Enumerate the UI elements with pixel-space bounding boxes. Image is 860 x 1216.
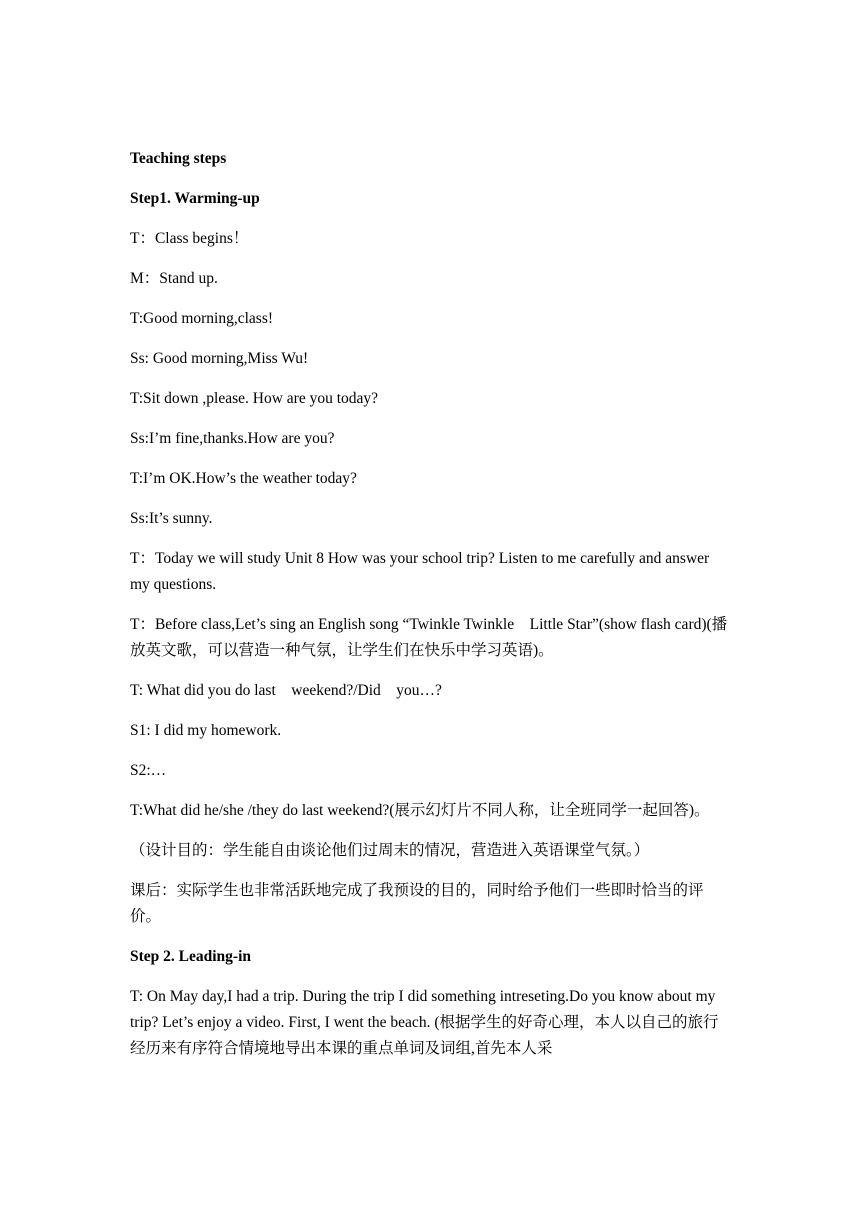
dialogue-line: T：Today we will study Unit 8 How was your school trip? Listen to me carefully and answer my questions.: [130, 550, 714, 593]
design-purpose-note: （设计目的：学生能自由谈论他们过周末的情况，营造进入英语课堂气氛。）: [130, 842, 650, 859]
step2-text: T: On May day,I had a trip. During the trip I did something intreseting.Do you know about my trip? Let’s enjoy a video. First, I went the beach. (根据学生的好奇心理，本人以自己的旅行经历来有序符合情境地导出本课的重点单词及词组,首先本人采: [130, 988, 720, 1057]
dialogue-line: T:What did he/she /they do last weekend?(展示幻灯片不同人称，让全班同学一起回答)。: [130, 802, 710, 819]
heading: Teaching steps: [130, 150, 227, 167]
dialogue-line: S2:…: [130, 762, 167, 779]
dialogue-line: T:Good morning,class!: [130, 310, 274, 327]
dialogue-line: Ss: Good morning,Miss Wu!: [130, 350, 309, 367]
dialogue-line: T：Class begins！: [130, 230, 249, 247]
after-class-note: 课后：实际学生也非常活跃地完成了我预设的目的，同时给予他们一些即时恰当的评价。: [130, 882, 704, 925]
dialogue-line: M：Stand up.: [130, 270, 218, 287]
document-page: [130, 146, 730, 1076]
dialogue-line: T:I’m OK.How’s the weather today?: [130, 470, 357, 487]
dialogue-line: Ss:I’m fine,thanks.How are you?: [130, 430, 335, 447]
dialogue-line: S1: I did my homework.: [130, 722, 282, 739]
dialogue-line: T:Sit down ,please. How are you today?: [130, 390, 379, 407]
step1-title: Step1. Warming-up: [130, 190, 260, 207]
step2-title: Step 2. Leading-in: [130, 948, 252, 965]
dialogue-line: Ss:It’s sunny.: [130, 510, 213, 527]
dialogue-line: T: What did you do last weekend?/Did you…?: [130, 682, 442, 699]
dialogue-line: T：Before class,Let’s sing an English song “Twinkle Twinkle Little Star”(show flash card)(播放英文歌，可以营造一种气氛，让学生们在快乐中学习英语)。: [130, 616, 728, 659]
